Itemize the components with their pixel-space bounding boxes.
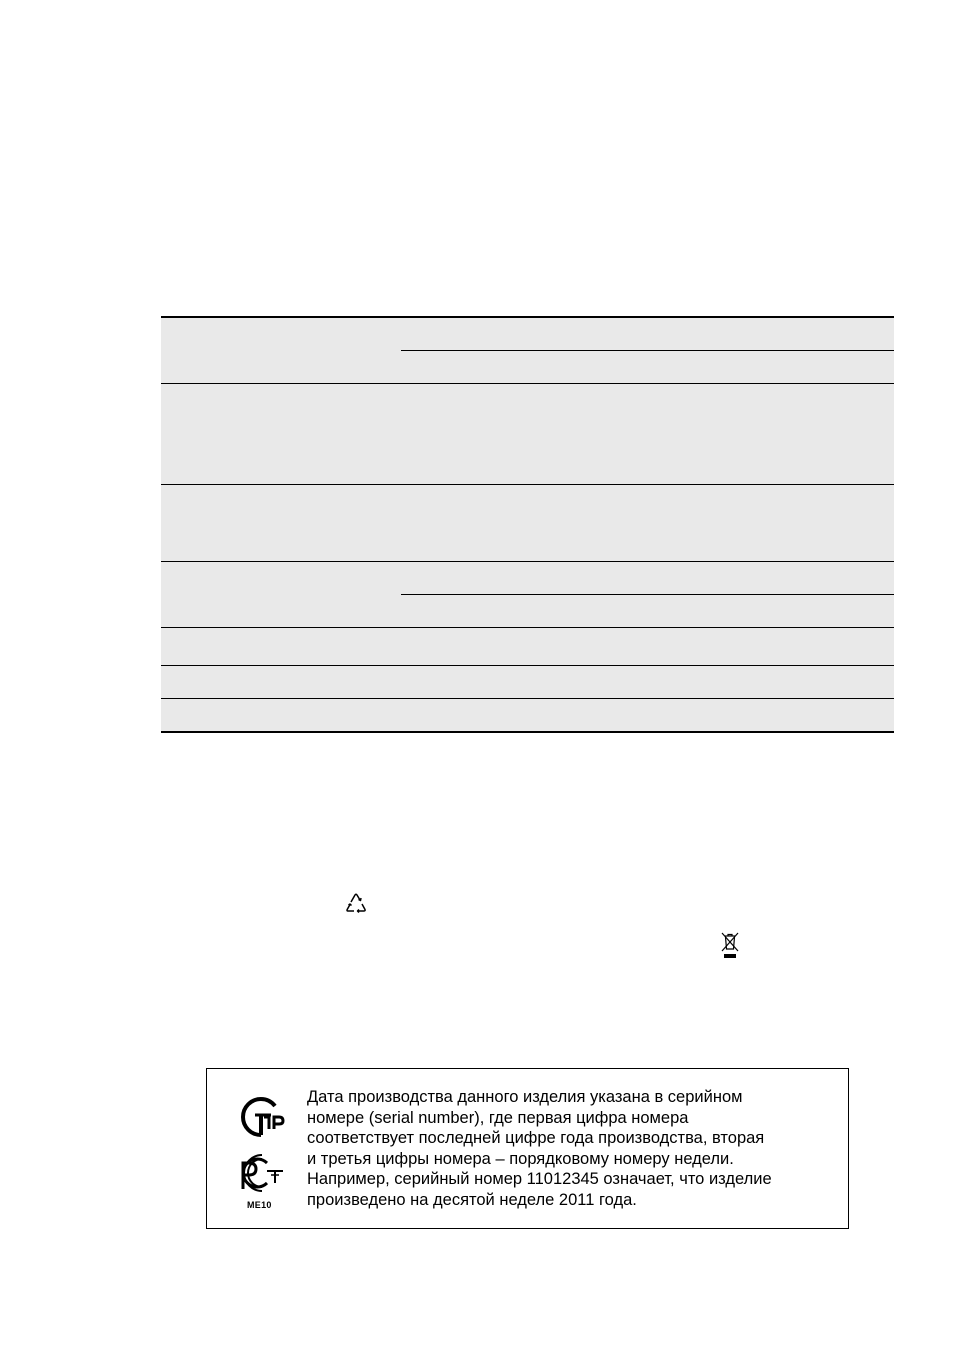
spec-table <box>161 316 894 733</box>
crossed-out-bin-icon <box>719 930 741 960</box>
certification-line: и третья цифры номера – порядковому номеру недели. <box>307 1149 734 1168</box>
certification-notice <box>206 1068 849 1229</box>
certification-text <box>307 1087 837 1210</box>
table-row-subdivider <box>401 350 894 351</box>
certification-line: произведено на десятой неделе 2011 года. <box>307 1190 637 1209</box>
eac-mark-icon <box>231 1093 293 1141</box>
table-bottom-border <box>161 731 894 733</box>
table-row-divider <box>161 627 894 628</box>
table-row-divider <box>161 561 894 562</box>
table-top-border <box>161 316 894 318</box>
mark-code: ME10 <box>247 1200 272 1210</box>
table-row-divider <box>161 484 894 485</box>
certification-line: номере (serial number), где первая цифра номера <box>307 1108 689 1127</box>
table-row-subdivider <box>401 594 894 595</box>
table-row-divider <box>161 698 894 699</box>
table-row-divider <box>161 383 894 384</box>
certification-line: Например, серийный номер 11012345 означает, что изделие <box>307 1170 772 1188</box>
certification-line: соответствует последней цифре года производства, вторая <box>307 1129 765 1147</box>
pct-mark-icon <box>231 1149 293 1197</box>
table-row-divider <box>161 665 894 666</box>
certification-line: Дата производства данного изделия указана в серийном <box>307 1088 743 1106</box>
recycle-icon <box>342 890 370 918</box>
